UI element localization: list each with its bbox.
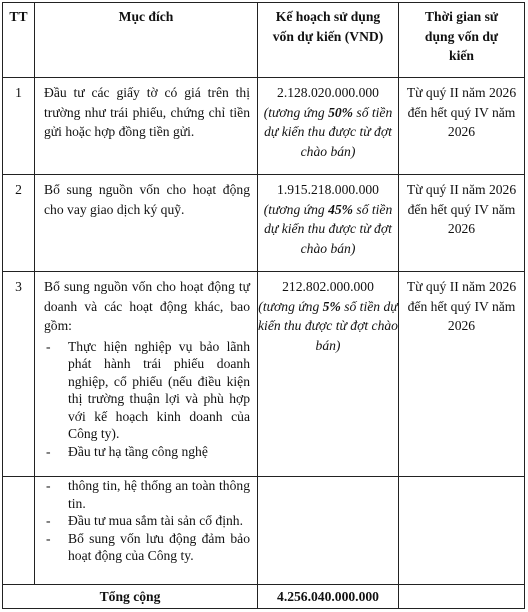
sub-item: - Đầu tư hạ tầng công nghệ	[44, 443, 250, 461]
row-amount-cell	[258, 272, 399, 477]
row-ratio-prefix: (tương ứng	[263, 104, 329, 120]
total-amount: 4.256.040.000.000	[258, 585, 399, 609]
continuation-amount	[258, 477, 399, 585]
continuation-timeline	[399, 477, 525, 585]
row-ratio-suffix: số tiền dự kiến thu được từ đợt chào bán)	[264, 201, 393, 256]
row-purpose: Bổ sung nguồn vốn cho hoạt động tự doanh và các hoạt động khác, bao gồm:	[44, 279, 250, 333]
row-ratio	[258, 297, 398, 356]
capital-use-table	[2, 2, 525, 609]
header-ke-hoach-line2: vốn dự kiến (VND)	[272, 28, 384, 44]
sub-item-list	[44, 338, 250, 461]
table-row	[3, 272, 525, 477]
total-row	[3, 585, 525, 609]
sub-item: - Bổ sung vốn lưu động đảm bảo hoạt động của Công ty.	[44, 530, 250, 565]
row-timeline: Từ quý II năm 2026 đến hết quý IV năm 2026	[399, 272, 525, 477]
row-amount-cell	[258, 78, 399, 175]
row-number: 1	[3, 78, 35, 175]
row-number: 2	[3, 175, 35, 272]
row-timeline: Từ quý II năm 2026 đến hết quý IV năm 2026	[399, 175, 525, 272]
row-amount: 212.802.000.000	[282, 279, 374, 294]
row-amount-cell	[258, 175, 399, 272]
row-purpose-cell	[35, 272, 258, 477]
continuation-text: - thông tin, hệ thống an toàn thông tin.	[44, 477, 250, 512]
table-row	[3, 175, 525, 272]
row-ratio-prefix: (tương ứng	[263, 201, 329, 217]
row-ratio-percent: 50%	[328, 104, 353, 120]
row-amount: 1.915.218.000.000	[277, 182, 379, 197]
sub-item: - Đầu tư mua sắm tài sản cố định.	[44, 512, 250, 530]
header-thoi-gian-line1: Thời gian sử	[424, 9, 499, 24]
header-ke-hoach	[258, 3, 399, 78]
row-ratio-suffix: số tiền dự kiến thu được từ đợt chào bán)	[264, 104, 393, 159]
header-tt: TT	[3, 3, 35, 78]
continuation-row	[3, 477, 525, 585]
row-ratio	[258, 103, 398, 162]
header-row	[3, 3, 525, 78]
header-muc-dich: Mục đích	[35, 3, 258, 78]
table-row	[3, 78, 525, 175]
sub-item: - Thực hiện nghiệp vụ bảo lãnh phát hành trái phiếu doanh nghiệp, cổ phiếu (nếu điều kiện thị trường thuận lợi và phù hợp với kế hoạch kinh doanh của Công ty).	[44, 338, 250, 443]
row-amount: 2.128.020.000.000	[277, 85, 379, 100]
row-ratio-prefix: (tương ứng	[258, 298, 323, 314]
row-purpose: Bổ sung nguồn vốn cho hoạt động cho vay giao dịch ký quỹ.	[35, 175, 258, 272]
header-thoi-gian	[399, 3, 525, 78]
continuation-purpose-cell	[35, 477, 258, 585]
row-ratio-percent: 45%	[328, 201, 353, 217]
total-timeline	[399, 585, 525, 609]
row-ratio-percent: 5%	[322, 298, 341, 314]
row-number: 3	[3, 272, 35, 477]
row-timeline: Từ quý II năm 2026 đến hết quý IV năm 2026	[399, 78, 525, 175]
row-purpose: Đầu tư các giấy tờ có giá trên thị trường như trái phiếu, chứng chỉ tiền gửi hoặc hợp đồng tiền gửi.	[35, 78, 258, 175]
row-ratio	[258, 200, 398, 259]
header-ke-hoach-line1: Kế hoạch sử dụng	[275, 9, 381, 24]
row-ratio-suffix: số tiền dự kiến thu được từ đợt chào bán)	[258, 298, 398, 353]
continuation-tt	[3, 477, 35, 585]
header-thoi-gian-line3: kiến	[449, 48, 474, 63]
header-thoi-gian-line2: dụng vốn dự	[424, 28, 499, 44]
total-label: Tổng cộng	[3, 585, 258, 609]
continuation-list	[44, 477, 250, 565]
